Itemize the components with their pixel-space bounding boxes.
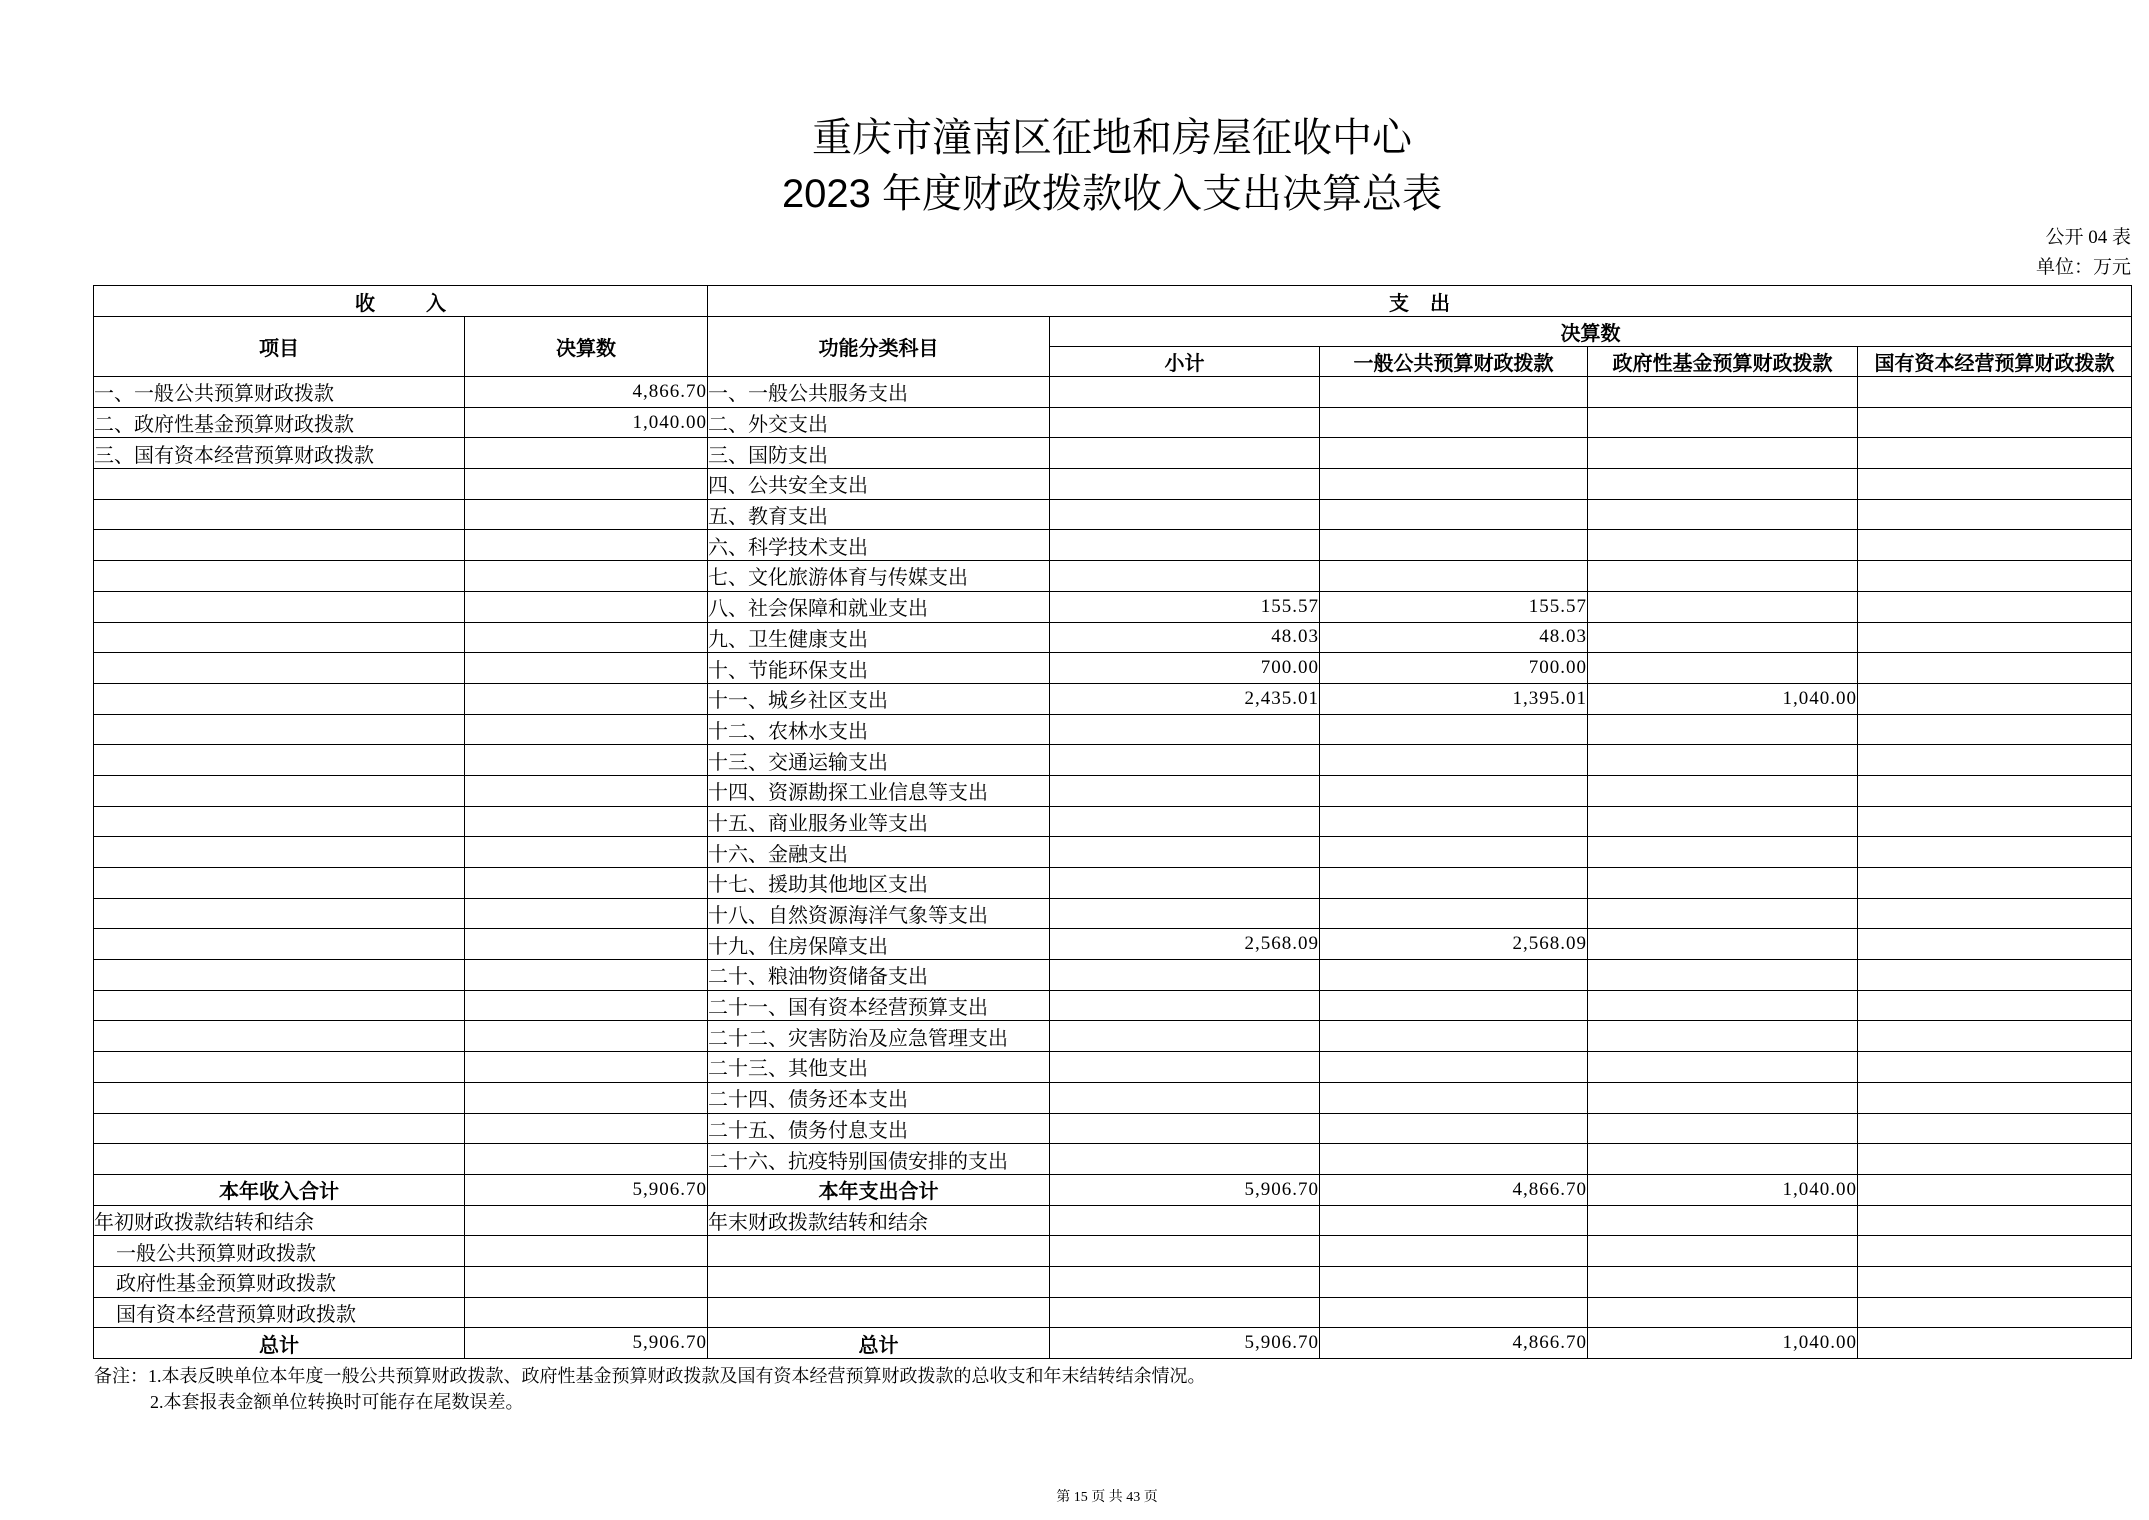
cell-amount	[465, 499, 708, 530]
cell-fund	[1588, 898, 1858, 929]
header-item: 项目	[94, 317, 465, 377]
table-row	[94, 438, 2132, 469]
cell-category: 十五、商业服务业等支出	[708, 806, 1050, 837]
cell-state	[1858, 898, 2132, 929]
cell-general	[1320, 1205, 1588, 1236]
cell-state	[1858, 407, 2132, 438]
cell-category: 总计	[708, 1328, 1050, 1359]
cell-state	[1858, 929, 2132, 960]
cell-amount	[465, 622, 708, 653]
cell-amount	[465, 898, 708, 929]
header-subtotal: 小计	[1050, 347, 1320, 377]
cell-fund	[1588, 1236, 1858, 1267]
cell-general	[1320, 1266, 1588, 1297]
unit-label: 单位：万元	[2035, 257, 2131, 278]
header-category: 功能分类科目	[708, 317, 1050, 377]
table-row	[94, 806, 2132, 837]
cell-state	[1858, 990, 2132, 1021]
cell-fund	[1588, 775, 1858, 806]
cell-item	[94, 806, 465, 837]
cell-general: 48.03	[1320, 622, 1588, 653]
cell-fund	[1588, 438, 1858, 469]
cell-subtotal	[1050, 1205, 1320, 1236]
note-line-2: 2.本套报表金额单位转换时可能存在尾数误差。	[150, 1392, 524, 1412]
cell-state	[1858, 622, 2132, 653]
cell-amount	[465, 990, 708, 1021]
header-row-columns	[94, 317, 2132, 347]
cell-general	[1320, 1113, 1588, 1144]
cell-category: 十三、交通运输支出	[708, 745, 1050, 776]
cell-state	[1858, 1082, 2132, 1113]
cell-amount	[465, 806, 708, 837]
cell-subtotal	[1050, 1236, 1320, 1267]
cell-amount	[465, 1144, 708, 1175]
cell-subtotal	[1050, 1113, 1320, 1144]
table-row	[94, 745, 2132, 776]
cell-subtotal	[1050, 499, 1320, 530]
cell-subtotal	[1050, 530, 1320, 561]
cell-category: 二十五、债务付息支出	[708, 1113, 1050, 1144]
cell-category: 四、公共安全支出	[708, 469, 1050, 500]
annual-total-row	[94, 1174, 2132, 1205]
cell-category: 年末财政拨款结转和结余	[708, 1205, 1050, 1236]
cell-subtotal	[1050, 1052, 1320, 1083]
cell-subtotal: 5,906.70	[1050, 1174, 1320, 1205]
cell-subtotal	[1050, 898, 1320, 929]
cell-fund	[1588, 837, 1858, 868]
table-row	[94, 407, 2132, 438]
table-row	[94, 960, 2132, 991]
cell-item	[94, 469, 465, 500]
table-row	[94, 377, 2132, 408]
cell-category: 二十一、国有资本经营预算支出	[708, 990, 1050, 1021]
cell-item: 一般公共预算财政拨款	[94, 1236, 465, 1267]
cell-amount	[465, 929, 708, 960]
cell-general: 155.57	[1320, 591, 1588, 622]
cell-category: 二、外交支出	[708, 407, 1050, 438]
cell-amount	[465, 1052, 708, 1083]
header-row-sections	[94, 286, 2132, 317]
cell-general	[1320, 1052, 1588, 1083]
cell-amount	[465, 530, 708, 561]
cell-fund	[1588, 960, 1858, 991]
cell-amount	[465, 591, 708, 622]
cell-amount	[465, 653, 708, 684]
report-subtitle: 2023 年度财政拨款收入支出决算总表	[781, 172, 1443, 216]
cell-category: 十七、援助其他地区支出	[708, 868, 1050, 899]
note-line-1: 备注：1.本表反映单位本年度一般公共预算财政拨款、政府性基金预算财政拨款及国有资本经营预算财政拨款的总收支和年末结转结余情况。	[94, 1366, 1206, 1386]
cell-category: 二十、粮油物资储备支出	[708, 960, 1050, 991]
cell-general	[1320, 990, 1588, 1021]
cell-item	[94, 745, 465, 776]
cell-state	[1858, 591, 2132, 622]
table-row	[94, 561, 2132, 592]
cell-item	[94, 591, 465, 622]
cell-general: 700.00	[1320, 653, 1588, 684]
cell-subtotal	[1050, 714, 1320, 745]
cell-category	[708, 1236, 1050, 1267]
cell-item: 一、一般公共预算财政拨款	[94, 377, 465, 408]
cell-item	[94, 837, 465, 868]
cell-category	[708, 1266, 1050, 1297]
cell-fund	[1588, 407, 1858, 438]
cell-subtotal	[1050, 990, 1320, 1021]
cell-amount	[465, 775, 708, 806]
report-title: 重庆市潼南区征地和房屋征收中心	[812, 116, 1412, 160]
cell-amount	[465, 1021, 708, 1052]
cell-amount	[465, 1236, 708, 1267]
cell-category: 一、一般公共服务支出	[708, 377, 1050, 408]
cell-fund: 1,040.00	[1588, 683, 1858, 714]
cell-item	[94, 561, 465, 592]
cell-general	[1320, 1021, 1588, 1052]
cell-state	[1858, 806, 2132, 837]
cell-state	[1858, 1021, 2132, 1052]
cell-amount	[465, 469, 708, 500]
cell-category: 十四、资源勘探工业信息等支出	[708, 775, 1050, 806]
cell-state	[1858, 837, 2132, 868]
cell-amount	[465, 561, 708, 592]
cell-item: 总计	[94, 1328, 465, 1359]
carryover-item-row	[94, 1236, 2132, 1267]
cell-subtotal	[1050, 1144, 1320, 1175]
table-row	[94, 622, 2132, 653]
table-row	[94, 898, 2132, 929]
table-row	[94, 775, 2132, 806]
header-state: 国有资本经营预算财政拨款	[1858, 347, 2132, 377]
cell-general	[1320, 775, 1588, 806]
table-row	[94, 868, 2132, 899]
cell-general	[1320, 469, 1588, 500]
table-row	[94, 1144, 2132, 1175]
cell-general	[1320, 1236, 1588, 1267]
cell-state	[1858, 1205, 2132, 1236]
cell-category: 二十三、其他支出	[708, 1052, 1050, 1083]
table-body	[94, 377, 2132, 1359]
cell-amount: 1,040.00	[465, 407, 708, 438]
table-row	[94, 1082, 2132, 1113]
cell-state	[1858, 653, 2132, 684]
cell-state	[1858, 1297, 2132, 1328]
header-final-amount: 决算数	[1050, 317, 2132, 347]
cell-general	[1320, 561, 1588, 592]
cell-item	[94, 1052, 465, 1083]
cell-general: 1,395.01	[1320, 683, 1588, 714]
cell-item	[94, 622, 465, 653]
cell-item	[94, 1021, 465, 1052]
cell-category: 二十四、债务还本支出	[708, 1082, 1050, 1113]
table-row	[94, 837, 2132, 868]
cell-fund	[1588, 1266, 1858, 1297]
cell-general	[1320, 898, 1588, 929]
cell-fund	[1588, 1052, 1858, 1083]
cell-fund	[1588, 653, 1858, 684]
cell-state	[1858, 775, 2132, 806]
cell-category: 九、卫生健康支出	[708, 622, 1050, 653]
cell-amount	[465, 1205, 708, 1236]
cell-category: 十二、农林水支出	[708, 714, 1050, 745]
cell-fund	[1588, 929, 1858, 960]
cell-amount	[465, 868, 708, 899]
cell-subtotal	[1050, 1266, 1320, 1297]
cell-general	[1320, 1144, 1588, 1175]
cell-state	[1858, 469, 2132, 500]
cell-general	[1320, 499, 1588, 530]
cell-state	[1858, 960, 2132, 991]
header-income: 收 入	[94, 286, 708, 317]
cell-subtotal	[1050, 407, 1320, 438]
cell-category: 本年支出合计	[708, 1174, 1050, 1205]
cell-category: 十六、金融支出	[708, 837, 1050, 868]
cell-state	[1858, 499, 2132, 530]
cell-state	[1858, 1052, 2132, 1083]
cell-state	[1858, 868, 2132, 899]
cell-fund	[1588, 990, 1858, 1021]
cell-category: 十八、自然资源海洋气象等支出	[708, 898, 1050, 929]
cell-fund	[1588, 806, 1858, 837]
table-header	[94, 286, 2132, 377]
table-row	[94, 1052, 2132, 1083]
cell-state	[1858, 1266, 2132, 1297]
cell-item	[94, 1113, 465, 1144]
cell-subtotal	[1050, 775, 1320, 806]
cell-fund	[1588, 868, 1858, 899]
cell-subtotal	[1050, 561, 1320, 592]
cell-fund	[1588, 1082, 1858, 1113]
cell-item	[94, 929, 465, 960]
cell-item	[94, 1144, 465, 1175]
cell-item	[94, 960, 465, 991]
cell-fund	[1588, 377, 1858, 408]
cell-category: 三、国防支出	[708, 438, 1050, 469]
cell-subtotal	[1050, 1082, 1320, 1113]
cell-amount	[465, 714, 708, 745]
cell-item	[94, 714, 465, 745]
cell-state	[1858, 683, 2132, 714]
cell-fund	[1588, 591, 1858, 622]
cell-state	[1858, 714, 2132, 745]
cell-item	[94, 653, 465, 684]
cell-state	[1858, 1113, 2132, 1144]
cell-fund	[1588, 1144, 1858, 1175]
cell-item	[94, 530, 465, 561]
cell-state	[1858, 1144, 2132, 1175]
table-row	[94, 530, 2132, 561]
table-row	[94, 1113, 2132, 1144]
cell-state	[1858, 438, 2132, 469]
cell-subtotal	[1050, 837, 1320, 868]
cell-general: 4,866.70	[1320, 1174, 1588, 1205]
cell-amount	[465, 1082, 708, 1113]
cell-category: 五、教育支出	[708, 499, 1050, 530]
cell-fund	[1588, 1205, 1858, 1236]
cell-subtotal	[1050, 1021, 1320, 1052]
cell-category: 十、节能环保支出	[708, 653, 1050, 684]
cell-state	[1858, 1174, 2132, 1205]
cell-item: 政府性基金预算财政拨款	[94, 1266, 465, 1297]
cell-amount	[465, 1266, 708, 1297]
cell-state	[1858, 1236, 2132, 1267]
cell-state	[1858, 1328, 2132, 1359]
table-row	[94, 929, 2132, 960]
cell-general	[1320, 960, 1588, 991]
cell-state	[1858, 745, 2132, 776]
cell-item	[94, 898, 465, 929]
table-row	[94, 1021, 2132, 1052]
cell-fund	[1588, 714, 1858, 745]
cell-subtotal	[1050, 469, 1320, 500]
cell-amount	[465, 683, 708, 714]
cell-fund: 1,040.00	[1588, 1328, 1858, 1359]
cell-general	[1320, 438, 1588, 469]
cell-subtotal: 155.57	[1050, 591, 1320, 622]
cell-fund	[1588, 1297, 1858, 1328]
cell-fund	[1588, 745, 1858, 776]
cell-amount: 4,866.70	[465, 377, 708, 408]
header-general: 一般公共预算财政拨款	[1320, 347, 1588, 377]
cell-fund	[1588, 561, 1858, 592]
cell-subtotal: 2,435.01	[1050, 683, 1320, 714]
header-fund: 政府性基金预算财政拨款	[1588, 347, 1858, 377]
cell-item	[94, 775, 465, 806]
cell-fund	[1588, 622, 1858, 653]
cell-item: 三、国有资本经营预算财政拨款	[94, 438, 465, 469]
form-number: 公开 04 表	[2045, 227, 2131, 248]
carryover-item-row	[94, 1297, 2132, 1328]
grand-total-row	[94, 1328, 2132, 1359]
cell-category: 二十二、灾害防治及应急管理支出	[708, 1021, 1050, 1052]
cell-amount: 5,906.70	[465, 1328, 708, 1359]
cell-fund	[1588, 1113, 1858, 1144]
cell-state	[1858, 530, 2132, 561]
cell-fund: 1,040.00	[1588, 1174, 1858, 1205]
cell-category: 二十六、抗疫特别国债安排的支出	[708, 1144, 1050, 1175]
cell-item	[94, 990, 465, 1021]
cell-general	[1320, 806, 1588, 837]
cell-amount	[465, 438, 708, 469]
cell-fund	[1588, 530, 1858, 561]
table-row	[94, 990, 2132, 1021]
cell-item	[94, 683, 465, 714]
cell-subtotal	[1050, 438, 1320, 469]
cell-amount	[465, 960, 708, 991]
cell-general	[1320, 868, 1588, 899]
cell-item	[94, 1082, 465, 1113]
cell-subtotal	[1050, 806, 1320, 837]
table-row	[94, 591, 2132, 622]
cell-item	[94, 499, 465, 530]
cell-amount	[465, 1113, 708, 1144]
table-row	[94, 499, 2132, 530]
cell-general: 4,866.70	[1320, 1328, 1588, 1359]
cell-amount	[465, 745, 708, 776]
cell-subtotal	[1050, 1297, 1320, 1328]
header-expense: 支 出	[708, 286, 2132, 317]
table-row	[94, 683, 2132, 714]
table-row	[94, 714, 2132, 745]
cell-category: 六、科学技术支出	[708, 530, 1050, 561]
cell-subtotal	[1050, 960, 1320, 991]
cell-amount	[465, 837, 708, 868]
cell-category: 十九、住房保障支出	[708, 929, 1050, 960]
cell-item: 年初财政拨款结转和结余	[94, 1205, 465, 1236]
cell-category: 八、社会保障和就业支出	[708, 591, 1050, 622]
header-income-amount: 决算数	[465, 317, 708, 377]
cell-general	[1320, 745, 1588, 776]
cell-item: 国有资本经营预算财政拨款	[94, 1297, 465, 1328]
page-number: 第 15 页 共 43 页	[1056, 1490, 1158, 1505]
cell-subtotal	[1050, 377, 1320, 408]
cell-item: 本年收入合计	[94, 1174, 465, 1205]
cell-item: 二、政府性基金预算财政拨款	[94, 407, 465, 438]
carryover-item-row	[94, 1266, 2132, 1297]
cell-general: 2,568.09	[1320, 929, 1588, 960]
cell-category: 十一、城乡社区支出	[708, 683, 1050, 714]
cell-fund	[1588, 499, 1858, 530]
table-row	[94, 653, 2132, 684]
cell-item	[94, 868, 465, 899]
cell-amount	[465, 1297, 708, 1328]
cell-fund	[1588, 469, 1858, 500]
cell-general	[1320, 530, 1588, 561]
cell-state	[1858, 377, 2132, 408]
cell-subtotal	[1050, 745, 1320, 776]
cell-category	[708, 1297, 1050, 1328]
carryover-row	[94, 1205, 2132, 1236]
cell-amount: 5,906.70	[465, 1174, 708, 1205]
cell-general	[1320, 1082, 1588, 1113]
cell-subtotal: 5,906.70	[1050, 1328, 1320, 1359]
cell-general	[1320, 837, 1588, 868]
cell-general	[1320, 407, 1588, 438]
cell-fund	[1588, 1021, 1858, 1052]
cell-subtotal: 48.03	[1050, 622, 1320, 653]
appropriation-summary-table	[93, 285, 2132, 1359]
cell-general	[1320, 377, 1588, 408]
cell-subtotal: 2,568.09	[1050, 929, 1320, 960]
cell-category: 七、文化旅游体育与传媒支出	[708, 561, 1050, 592]
cell-subtotal: 700.00	[1050, 653, 1320, 684]
cell-subtotal	[1050, 868, 1320, 899]
table-row	[94, 469, 2132, 500]
cell-general	[1320, 714, 1588, 745]
cell-state	[1858, 561, 2132, 592]
cell-general	[1320, 1297, 1588, 1328]
